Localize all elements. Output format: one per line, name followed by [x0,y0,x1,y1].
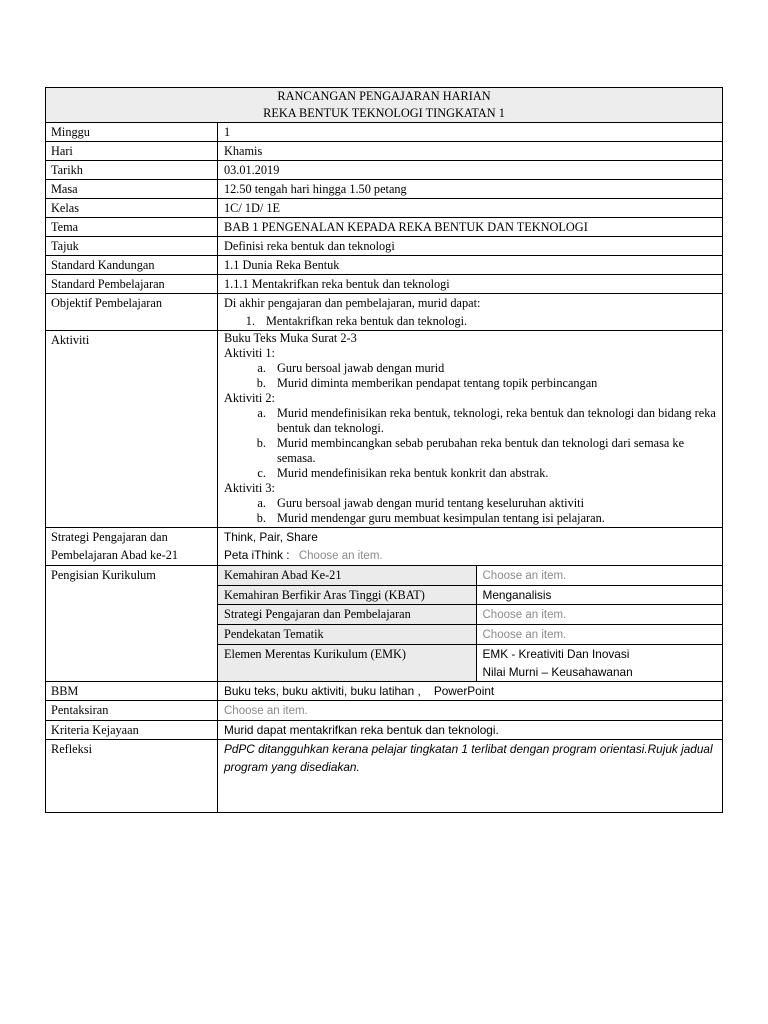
row-tema [46,218,723,237]
label-kurikulum: Pengisian Kurikulum [46,566,218,682]
kurikulum-abad-dropdown[interactable] [476,566,722,586]
row-minggu [46,123,723,142]
label-aktiviti: Aktiviti [46,331,218,528]
label-tajuk: Tajuk [46,237,218,256]
kurikulum-row-strategi [218,605,722,625]
aktiviti-1-list [224,361,716,391]
objektif-list [224,312,716,330]
label-masa: Masa [46,180,218,199]
kurikulum-abad-label: Kemahiran Abad Ke-21 [218,566,476,586]
row-kriteria [46,721,723,740]
aktiviti-3-list [224,496,716,526]
kurikulum-emk-value-2: Nilai Murni – Keusahawanan [482,665,633,679]
value-tajuk[interactable]: Definisi reka bentuk dan teknologi [218,237,723,256]
kurikulum-emk-label: Elemen Merentas Kurikulum (EMK) [218,645,476,682]
value-tema[interactable]: BAB 1 PENGENALAN KEPADA REKA BENTUK DAN TEKNOLOGI [218,218,723,237]
value-minggu[interactable]: 1 [218,123,723,142]
kurikulum-tematik-dropdown[interactable] [476,625,722,645]
value-standard-kandungan[interactable]: 1.1 Dunia Reka Bentuk [218,256,723,275]
row-bbm [46,682,723,701]
kurikulum-emk-value-1: EMK - Kreativiti Dan Inovasi [482,647,630,661]
kurikulum-subtable [218,566,722,681]
row-masa [46,180,723,199]
value-hari[interactable]: Khamis [218,142,723,161]
kurikulum-strategi-dropdown[interactable] [476,605,722,625]
row-objektif [46,294,723,331]
row-refleksi [46,740,723,813]
header-row [46,88,723,123]
value-aktiviti[interactable] [218,331,723,528]
row-pentaksiran [46,701,723,721]
kurikulum-tematik-value[interactable]: Choose an item. [482,629,567,641]
aktiviti-1-title: Aktiviti 1: [224,346,275,360]
kurikulum-abad-value[interactable]: Choose an item. [482,570,567,582]
pentaksiran-dropdown[interactable]: Choose an item. [224,705,308,717]
title-line-2: REKA BENTUK TEKNOLOGI TINGKATAN 1 [263,106,505,120]
peta-ithink-dropdown[interactable]: Choose an item. [298,550,383,562]
value-standard-pembelajaran[interactable]: 1.1.1 Mentakrifkan reka bentuk dan teknologi [218,275,723,294]
label-kelas: Kelas [46,199,218,218]
title-line-1: RANCANGAN PENGAJARAN HARIAN [277,89,491,103]
document-title [46,88,723,123]
row-kelas [46,199,723,218]
aktiviti-2-item-c: c. Murid mendefinisikan reka bentuk konkrit dan abstrak. [269,466,716,481]
value-kelas[interactable]: 1C/ 1D/ 1E [218,199,723,218]
row-standard-kandungan [46,256,723,275]
label-tema: Tema [46,218,218,237]
row-standard-pembelajaran [46,275,723,294]
kurikulum-strategi-label: Strategi Pengajaran dan Pembelajaran [218,605,476,625]
value-kriteria[interactable]: Murid dapat mentakrifkan reka bentuk dan teknologi. [218,721,723,740]
lesson-plan-table [45,87,723,813]
label-standard-pembelajaran: Standard Pembelajaran [46,275,218,294]
label-strategi-line-1: Strategi Pengajaran dan [51,530,168,544]
value-tarikh[interactable]: 03.01.2019 [218,161,723,180]
aktiviti-2-item-b: b. Murid membincangkan sebab perubahan reka bentuk dan teknologi dari semasa ke semasa. [269,436,716,466]
value-kurikulum [218,566,723,682]
aktiviti-2-list [224,406,716,481]
kurikulum-strategi-value[interactable]: Choose an item. [482,609,567,621]
kurikulum-row-abad [218,566,722,586]
label-bbm: BBM [46,682,218,701]
label-minggu: Minggu [46,123,218,142]
aktiviti-1-item-b: b. Murid diminta memberikan pendapat tentang topik perbincangan [269,376,716,391]
aktiviti-3-item-a: a. Guru bersoal jawab dengan murid tentang keseluruhan aktiviti [269,496,716,511]
aktiviti-book: Buku Teks Muka Surat 2-3 [224,331,357,345]
label-strategi-line-2: Pembelajaran Abad ke-21 [51,548,179,562]
peta-ithink-label: Peta iThink : [224,548,290,562]
aktiviti-1-item-a: a. Guru bersoal jawab dengan murid [269,361,716,376]
row-tarikh [46,161,723,180]
value-refleksi[interactable]: PdPC ditangguhkan kerana pelajar tingkatan 1 terlibat dengan program orientasi.Rujuk jadual program yang disediakan. [218,740,723,813]
kurikulum-kbat-label: Kemahiran Berfikir Aras Tinggi (KBAT) [218,586,476,605]
value-pentaksiran-cell[interactable] [218,701,723,721]
row-kurikulum [46,566,723,682]
row-strategi [46,528,723,566]
kurikulum-row-tematik [218,625,722,645]
kurikulum-row-emk [218,645,722,682]
label-objektif: Objektif Pembelajaran [46,294,218,331]
peta-ithink [224,546,716,565]
value-masa[interactable]: 12.50 tengah hari hingga 1.50 petang [218,180,723,199]
row-hari [46,142,723,161]
row-tajuk [46,237,723,256]
aktiviti-2-title: Aktiviti 2: [224,391,275,405]
label-refleksi: Refleksi [46,740,218,813]
kurikulum-tematik-label: Pendekatan Tematik [218,625,476,645]
label-pentaksiran: Pentaksiran [46,701,218,721]
label-kriteria: Kriteria Kejayaan [46,721,218,740]
value-bbm[interactable]: Buku teks, buku aktiviti, buku latihan , PowerPoint [218,682,723,701]
aktiviti-2-item-a: a. Murid mendefinisikan reka bentuk, teknologi, reka bentuk dan teknologi dan bidang reka bentuk dan teknologi. [269,406,716,436]
kurikulum-kbat-value[interactable]: Menganalisis [476,586,722,605]
kurikulum-emk-value[interactable] [476,645,722,682]
row-aktiviti [46,331,723,528]
objektif-intro: Di akhir pengajaran dan pembelajaran, murid dapat: [224,296,481,310]
aktiviti-3-item-b: b. Murid mendengar guru membuat kesimpulan tentang isi pelajaran. [269,511,716,526]
label-standard-kandungan: Standard Kandungan [46,256,218,275]
label-strategi [46,528,218,566]
kurikulum-row-kbat [218,586,722,605]
value-strategi [218,528,723,566]
label-hari: Hari [46,142,218,161]
aktiviti-3-title: Aktiviti 3: [224,481,275,495]
strategi-value[interactable]: Think, Pair, Share [224,530,318,544]
label-tarikh: Tarikh [46,161,218,180]
objektif-item: 1. Mentakrifkan reka bentuk dan teknologi. [258,312,716,330]
value-objektif[interactable] [218,294,723,331]
